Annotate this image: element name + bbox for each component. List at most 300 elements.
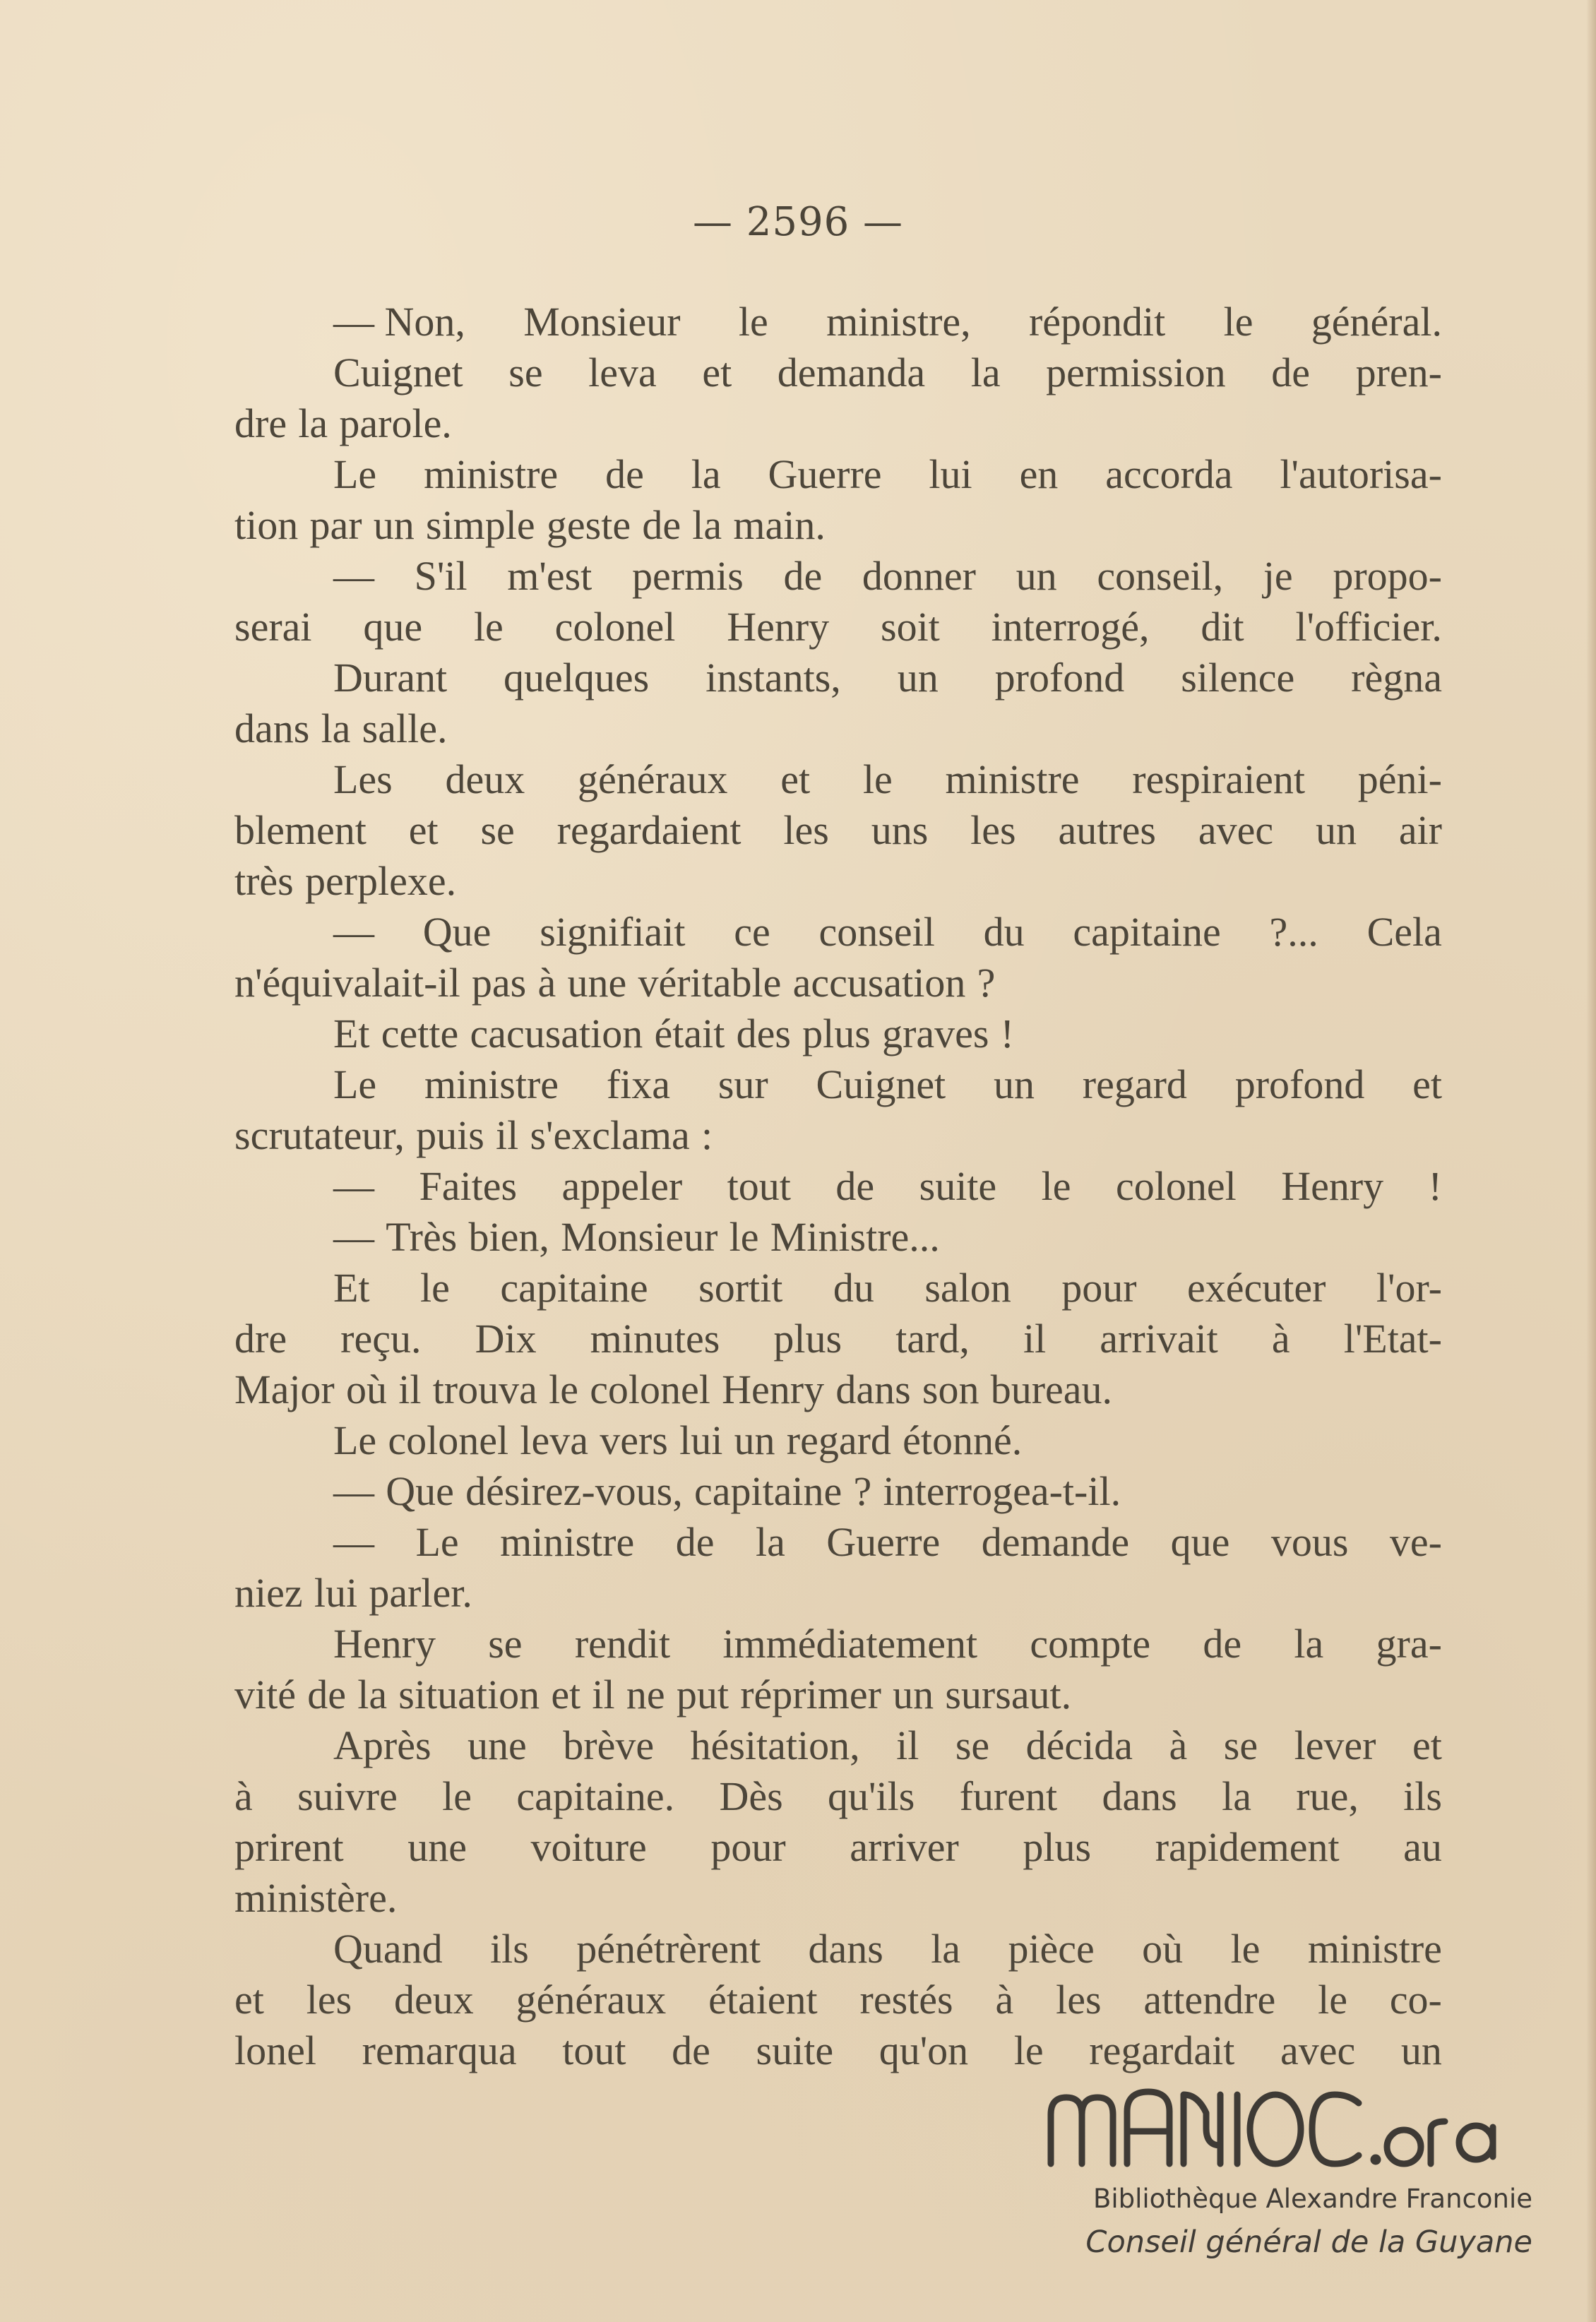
word: la xyxy=(1294,1621,1324,1667)
manioc-logo xyxy=(1024,2071,1532,2275)
word: niez xyxy=(234,1570,303,1616)
word: rue, xyxy=(1296,1773,1359,1819)
word: graves xyxy=(882,1011,989,1056)
word: puis xyxy=(416,1112,484,1158)
word: un xyxy=(1315,807,1357,853)
text-line xyxy=(234,907,1442,958)
word: — xyxy=(333,1163,374,1209)
word: de xyxy=(605,451,644,497)
word: en xyxy=(1019,451,1059,497)
word: de xyxy=(835,1163,875,1209)
word: se xyxy=(480,807,515,853)
word: sursaut. xyxy=(945,1672,1072,1717)
word: au xyxy=(1403,1824,1442,1870)
word: serai xyxy=(234,604,312,650)
word: il xyxy=(896,1722,919,1768)
word: Ministre... xyxy=(770,1214,940,1260)
word: Et xyxy=(333,1011,370,1056)
word: à xyxy=(995,1977,1014,2023)
word: généraux xyxy=(577,756,728,802)
text-line xyxy=(234,703,1442,754)
word: interrogé, xyxy=(991,604,1150,650)
text-line xyxy=(234,1619,1442,1669)
word: trouva xyxy=(432,1367,537,1412)
word: l'or- xyxy=(1376,1265,1442,1311)
word: les xyxy=(1056,1977,1102,2023)
word: étonné. xyxy=(903,1417,1023,1463)
word: capitaine xyxy=(1073,909,1221,955)
text-line xyxy=(234,805,1442,856)
word: suite xyxy=(756,2028,834,2073)
word: donner xyxy=(862,553,976,599)
text-line xyxy=(234,1924,1442,1975)
word: par xyxy=(309,502,362,548)
word: plus xyxy=(1023,1824,1092,1870)
word: — xyxy=(333,1519,374,1565)
word: la xyxy=(691,451,721,497)
word: la xyxy=(970,350,1001,395)
word: ministre xyxy=(945,756,1080,802)
word: où xyxy=(1142,1926,1184,1972)
text-line xyxy=(234,1314,1442,1364)
word: à xyxy=(234,1773,253,1819)
word: demanda xyxy=(777,350,926,395)
word: Henry xyxy=(1281,1163,1384,1209)
word: soit xyxy=(881,604,940,650)
word: demande xyxy=(981,1519,1130,1565)
word: la xyxy=(321,705,351,751)
word: bureau. xyxy=(990,1367,1113,1412)
word: exécuter xyxy=(1187,1265,1326,1311)
word: était xyxy=(654,1011,725,1056)
word: colonel xyxy=(590,1367,710,1412)
word: pénétrèrent xyxy=(576,1926,761,1972)
word: de xyxy=(642,502,681,548)
word: permission xyxy=(1046,350,1226,395)
word: de xyxy=(783,553,823,599)
word: situation xyxy=(398,1672,540,1717)
word: conseil xyxy=(818,909,935,955)
text-line xyxy=(234,958,1442,1008)
word: Le xyxy=(333,451,377,497)
word: la xyxy=(1222,1773,1251,1819)
word: le xyxy=(549,1367,578,1412)
word: il xyxy=(496,1112,519,1158)
word: ! xyxy=(1000,1011,1014,1056)
word: vous xyxy=(1270,1519,1349,1565)
word: le xyxy=(862,756,893,802)
text-line xyxy=(234,1669,1442,1720)
word: gra- xyxy=(1376,1621,1442,1667)
word: air xyxy=(1398,807,1442,853)
word: sortit xyxy=(698,1265,783,1311)
word: Que xyxy=(386,1468,454,1514)
word: plus xyxy=(773,1316,842,1362)
word: et xyxy=(551,1672,581,1717)
word: permis xyxy=(631,553,744,599)
word: perplexe. xyxy=(304,858,457,904)
text-line xyxy=(234,1975,1442,2025)
word: suivre xyxy=(297,1773,398,1819)
word: n'équivalait-il xyxy=(234,960,460,1006)
word: lui xyxy=(314,1570,358,1616)
word: le xyxy=(1318,1977,1347,2023)
word: ! xyxy=(1428,1163,1442,1209)
word: immédiatement xyxy=(722,1621,978,1667)
text-line xyxy=(234,856,1442,907)
word: l'officier. xyxy=(1295,604,1442,650)
word: deux xyxy=(445,756,525,802)
word: dans xyxy=(835,1367,911,1412)
text-line xyxy=(234,754,1442,805)
word: une xyxy=(567,960,627,1006)
word: Cela xyxy=(1366,909,1442,955)
word: où xyxy=(345,1367,387,1412)
word: restés xyxy=(859,1977,953,2023)
word: cacusation xyxy=(470,1011,643,1056)
word: un xyxy=(897,655,939,701)
word: de xyxy=(1271,350,1311,395)
word: Cuignet xyxy=(333,350,463,395)
word: fixa xyxy=(606,1061,671,1107)
word: et xyxy=(408,807,439,853)
word: la xyxy=(692,502,722,548)
word: propo- xyxy=(1333,553,1442,599)
word: lonel xyxy=(234,2028,316,2073)
word: à xyxy=(1169,1722,1188,1768)
word: avec xyxy=(1198,807,1274,853)
word: et xyxy=(1412,1061,1442,1107)
word: règna xyxy=(1351,655,1442,701)
word: ? xyxy=(977,960,996,1006)
word: le xyxy=(442,1773,472,1819)
word: colonel xyxy=(388,1417,509,1463)
word: Les xyxy=(333,756,393,802)
text-line xyxy=(234,1771,1442,1822)
word: un xyxy=(373,502,415,548)
word: décida xyxy=(1025,1722,1133,1768)
word: regard xyxy=(1082,1061,1187,1107)
word: hésitation, xyxy=(690,1722,860,1768)
word: ce xyxy=(734,909,770,955)
word: dans xyxy=(1102,1773,1177,1819)
text-line xyxy=(234,1059,1442,1110)
word: put xyxy=(676,1672,729,1717)
word: regard xyxy=(786,1417,891,1463)
word: une xyxy=(407,1824,467,1870)
word: se xyxy=(508,350,543,395)
word: et xyxy=(702,350,732,395)
word: quelques xyxy=(503,655,650,701)
word: je xyxy=(1263,553,1293,599)
word: uns xyxy=(871,807,929,853)
text-line xyxy=(234,1568,1442,1619)
word: Henry xyxy=(722,1367,825,1412)
word: tion xyxy=(234,502,299,548)
word: Dès xyxy=(719,1773,783,1819)
council-name: Conseil général de la Guyane xyxy=(1085,2225,1532,2260)
word: main. xyxy=(733,502,826,548)
word: Le xyxy=(415,1519,459,1565)
word: le xyxy=(1230,1926,1261,1972)
word: de xyxy=(672,2028,710,2073)
word: qu'on xyxy=(879,2028,969,2073)
word: véritable xyxy=(638,960,782,1006)
word: plus xyxy=(802,1011,871,1056)
word: blement xyxy=(234,807,367,853)
word: les xyxy=(970,807,1016,853)
word: signifiait xyxy=(540,909,686,955)
word: — xyxy=(333,1214,374,1260)
word: très xyxy=(234,858,294,904)
word: ministère. xyxy=(234,1875,398,1921)
word: minutes xyxy=(590,1316,720,1362)
word: Henry xyxy=(727,604,830,650)
word: répondit xyxy=(1028,299,1166,345)
word: scrutateur, xyxy=(234,1112,405,1158)
word: péni- xyxy=(1357,756,1442,802)
word: — xyxy=(333,909,374,955)
text-line xyxy=(234,1873,1442,1924)
word: tout xyxy=(727,1163,791,1209)
word: un xyxy=(993,1061,1035,1107)
word: ne xyxy=(626,1672,665,1717)
word: furent xyxy=(959,1773,1058,1819)
word: ministre xyxy=(424,451,559,497)
word: et xyxy=(1412,1722,1442,1768)
word: Monsieur xyxy=(561,1214,718,1260)
word: la xyxy=(357,1672,388,1717)
word: vité xyxy=(234,1672,296,1717)
word: généraux xyxy=(516,1977,667,2023)
word: regardaient xyxy=(556,807,742,853)
word: qu'ils xyxy=(828,1773,915,1819)
word: le xyxy=(1013,2028,1044,2073)
word: simple xyxy=(426,502,535,548)
text-line xyxy=(234,1466,1442,1517)
word: réprimer xyxy=(740,1672,881,1717)
word: leva xyxy=(520,1417,588,1463)
word: dans xyxy=(808,1926,883,1972)
word: pour xyxy=(710,1824,786,1870)
word: Guerre xyxy=(768,451,882,497)
word: des xyxy=(736,1011,791,1056)
word: ils xyxy=(1403,1773,1442,1819)
word: la xyxy=(931,1926,961,1972)
word: lui xyxy=(679,1417,723,1463)
word: se xyxy=(488,1621,523,1667)
word: interrogea-t-il. xyxy=(883,1468,1121,1514)
word: bien, xyxy=(468,1214,549,1260)
word: lui xyxy=(929,451,972,497)
word: appeler xyxy=(561,1163,683,1209)
word: pas xyxy=(471,960,527,1006)
word: il xyxy=(592,1672,615,1717)
word: Henry xyxy=(333,1621,436,1667)
word: silence xyxy=(1181,655,1295,701)
word: tard, xyxy=(895,1316,970,1362)
word: capitaine xyxy=(693,1468,842,1514)
word: le xyxy=(1223,299,1253,345)
text-line xyxy=(234,347,1442,398)
word: et xyxy=(234,1977,264,2023)
text-line xyxy=(234,449,1442,500)
word: dans xyxy=(234,705,310,751)
word: vers xyxy=(600,1417,668,1463)
word: rendit xyxy=(574,1621,671,1667)
text-line xyxy=(234,1110,1442,1161)
word: Guerre xyxy=(826,1519,941,1565)
word: un xyxy=(734,1417,775,1463)
text-line xyxy=(234,1008,1442,1059)
word: profond xyxy=(1234,1061,1365,1107)
text-line xyxy=(234,551,1442,602)
word: de xyxy=(307,1672,346,1717)
word: Que xyxy=(422,909,492,955)
manioc-wordmark-logo xyxy=(1038,2071,1532,2177)
word: à xyxy=(1271,1316,1290,1362)
word: l'autorisa- xyxy=(1280,451,1442,497)
word: pren- xyxy=(1355,350,1442,395)
word: m'est xyxy=(507,553,592,599)
word: que xyxy=(363,604,423,650)
word: le xyxy=(473,604,504,650)
word: pièce xyxy=(1008,1926,1095,1972)
word: respiraient xyxy=(1132,756,1306,802)
text-line xyxy=(234,2025,1442,2076)
word: capitaine. xyxy=(516,1773,675,1819)
word: arrivait xyxy=(1100,1316,1218,1362)
word: prirent xyxy=(234,1824,344,1870)
word: instants, xyxy=(705,655,841,701)
word: salon xyxy=(924,1265,1011,1311)
word: Major xyxy=(234,1367,335,1412)
word: désirez-vous, xyxy=(465,1468,683,1514)
word: son xyxy=(922,1367,979,1412)
text-line xyxy=(234,297,1442,347)
text-line xyxy=(234,1720,1442,1771)
word: attendre xyxy=(1143,1977,1276,2023)
word: deux xyxy=(394,1977,474,2023)
word: se xyxy=(955,1722,990,1768)
word: de xyxy=(675,1519,715,1565)
word: s'exclama xyxy=(530,1112,690,1158)
word: dre xyxy=(234,1316,287,1362)
word: général. xyxy=(1311,299,1442,345)
word: avec xyxy=(1280,2028,1356,2073)
word: cette xyxy=(381,1011,459,1056)
word: geste xyxy=(546,502,631,548)
text-line xyxy=(234,1415,1442,1466)
word: salle. xyxy=(362,705,448,751)
word: Cuignet xyxy=(816,1061,946,1107)
word: ministre xyxy=(1307,1926,1442,1972)
word: Dix xyxy=(475,1316,537,1362)
word: l'Etat- xyxy=(1343,1316,1442,1362)
word: S'il xyxy=(414,553,468,599)
word: parler. xyxy=(369,1570,472,1616)
word: un xyxy=(1400,2028,1442,2073)
word: Quand xyxy=(333,1926,443,1972)
word: dre xyxy=(234,400,287,446)
word: profond xyxy=(994,655,1125,701)
word: : xyxy=(701,1112,713,1158)
word: tout xyxy=(562,2028,626,2073)
word: ils xyxy=(490,1926,529,1972)
word: rapidement xyxy=(1155,1824,1340,1870)
word: une xyxy=(468,1722,527,1768)
word: que xyxy=(1170,1519,1230,1565)
word: Et xyxy=(333,1265,370,1311)
word: accusation xyxy=(792,960,966,1006)
word: suite xyxy=(919,1163,997,1209)
word: ministre xyxy=(424,1061,559,1107)
word: colonel xyxy=(1116,1163,1237,1209)
word: — xyxy=(333,553,374,599)
word: compte xyxy=(1030,1621,1151,1667)
word: du xyxy=(983,909,1025,955)
word: un xyxy=(1016,553,1057,599)
word: et xyxy=(780,756,811,802)
word: Après xyxy=(333,1722,431,1768)
word: lever xyxy=(1294,1722,1376,1768)
word: du xyxy=(833,1265,874,1311)
word: Le xyxy=(333,1417,377,1463)
word: conseil, xyxy=(1097,553,1224,599)
word: ministre xyxy=(500,1519,635,1565)
word: leva xyxy=(588,350,657,395)
word: à xyxy=(537,960,556,1006)
word: parole. xyxy=(339,400,452,446)
word: remarqua xyxy=(362,2028,517,2073)
word: dit xyxy=(1201,604,1244,650)
page-number: — 2596 — xyxy=(692,199,904,245)
text-line xyxy=(234,1212,1442,1263)
text-line xyxy=(234,602,1442,653)
text-line xyxy=(234,1161,1442,1212)
word: colonel xyxy=(554,604,676,650)
word: ?... xyxy=(1269,909,1318,955)
word: les xyxy=(306,1977,352,2023)
word: — Non, xyxy=(333,299,465,345)
text-line xyxy=(234,1364,1442,1415)
word: arriver xyxy=(850,1824,959,1870)
word: étaient xyxy=(708,1977,818,2023)
word: accorda xyxy=(1105,451,1233,497)
word: il xyxy=(398,1367,422,1412)
word: Monsieur xyxy=(523,299,681,345)
word: la xyxy=(298,400,328,446)
word: Le xyxy=(333,1061,377,1107)
word: capitaine xyxy=(500,1265,648,1311)
word: le xyxy=(420,1265,450,1311)
word: ve- xyxy=(1389,1519,1442,1565)
text-line xyxy=(234,1517,1442,1568)
text-line xyxy=(234,398,1442,449)
word: autres xyxy=(1058,807,1156,853)
word: il xyxy=(1023,1316,1047,1362)
text-line xyxy=(234,653,1442,703)
word: sur xyxy=(717,1061,768,1107)
word: ? xyxy=(853,1468,872,1514)
text-line xyxy=(234,1822,1442,1873)
word: reçu. xyxy=(340,1316,422,1362)
word: Faites xyxy=(419,1163,518,1209)
word: se xyxy=(1223,1722,1258,1768)
word: Durant xyxy=(333,655,448,701)
word: Très xyxy=(386,1214,458,1260)
word: le xyxy=(1041,1163,1071,1209)
